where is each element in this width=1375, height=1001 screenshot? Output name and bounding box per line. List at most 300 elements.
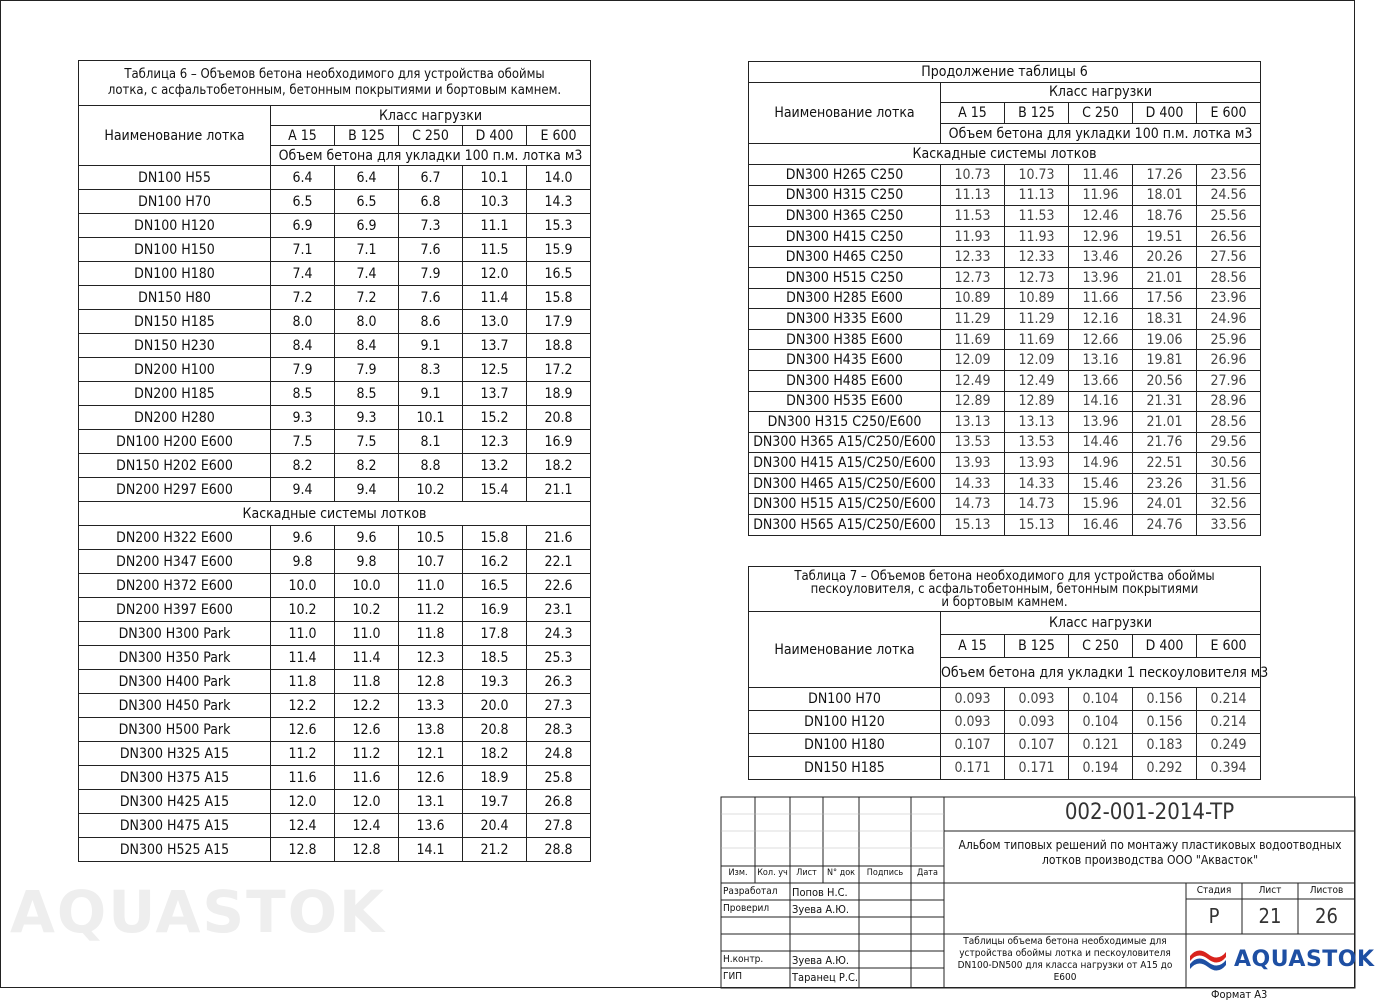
value-cell: 11.69	[1005, 329, 1069, 350]
value-cell: 12.73	[1005, 267, 1069, 288]
table-row	[749, 288, 1261, 309]
value-cell: 7.5	[271, 430, 335, 454]
row-name-cell: DN300 H425 A15	[79, 790, 271, 814]
row-name-cell: DN150 H202 E600	[79, 454, 271, 478]
gip-label: ГИП	[723, 971, 742, 982]
value-cell: 13.93	[1005, 453, 1069, 474]
value-cell: 10.73	[941, 164, 1005, 185]
value-cell: 0.107	[941, 734, 1005, 757]
table-6	[78, 60, 591, 862]
name-header: Наименование лотка	[79, 106, 271, 166]
value-cell: 9.6	[335, 526, 399, 550]
value-cell: 11.2	[335, 742, 399, 766]
table-row	[79, 214, 591, 238]
value-cell: 13.13	[1005, 412, 1069, 433]
value-cell: 14.33	[941, 473, 1005, 494]
value-cell: 14.16	[1069, 391, 1133, 412]
value-cell: 19.51	[1133, 226, 1197, 247]
value-cell: 8.1	[399, 430, 463, 454]
value-cell: 12.0	[335, 790, 399, 814]
value-cell: 18.01	[1133, 185, 1197, 206]
value-cell: 12.1	[399, 742, 463, 766]
table-row	[749, 370, 1261, 391]
value-cell: 21.31	[1133, 391, 1197, 412]
class-header: Класс нагрузки	[941, 612, 1261, 635]
value-cell: 9.1	[399, 334, 463, 358]
volume-header: Объем бетона для укладки 1 пескоуловителя м3	[941, 658, 1261, 688]
value-cell: 0.093	[941, 688, 1005, 711]
sheets-value: 26	[1315, 904, 1338, 928]
value-cell: 8.4	[271, 334, 335, 358]
value-cell: 13.13	[941, 412, 1005, 433]
value-cell: 12.6	[335, 718, 399, 742]
row-name-cell: DN200 H185	[79, 382, 271, 406]
value-cell: 18.9	[527, 382, 591, 406]
value-cell: 18.5	[463, 646, 527, 670]
value-cell: 12.2	[335, 694, 399, 718]
value-cell: 25.3	[527, 646, 591, 670]
value-cell: 0.104	[1069, 688, 1133, 711]
value-cell: 11.69	[941, 329, 1005, 350]
row-name-cell: DN300 H400 Park	[79, 670, 271, 694]
value-cell: 12.4	[335, 814, 399, 838]
row-name-cell: DN300 H385 E600	[749, 329, 941, 350]
class-b125: B 125	[1005, 635, 1069, 658]
table-row	[79, 526, 591, 550]
sheet-label: Лист	[1258, 885, 1282, 896]
value-cell: 11.5	[463, 238, 527, 262]
class-e600: E 600	[1197, 635, 1261, 658]
row-name-cell: DN300 H465 C250	[749, 247, 941, 268]
table-row	[749, 734, 1261, 757]
class-c250: C 250	[1069, 635, 1133, 658]
gip-name: Таранец Р.С.	[792, 971, 859, 984]
class-e600: E 600	[1197, 103, 1261, 124]
class-d400: D 400	[1133, 635, 1197, 658]
table-row	[749, 185, 1261, 206]
value-cell: 12.8	[271, 838, 335, 862]
value-cell: 0.214	[1197, 711, 1261, 734]
table-row	[79, 670, 591, 694]
table-row	[749, 309, 1261, 330]
table-row	[79, 742, 591, 766]
value-cell: 7.1	[335, 238, 399, 262]
value-cell: 9.3	[271, 406, 335, 430]
value-cell: 0.292	[1133, 757, 1197, 780]
value-cell: 31.56	[1197, 473, 1261, 494]
value-cell: 10.73	[1005, 164, 1069, 185]
class-d400: D 400	[1133, 103, 1197, 124]
row-name-cell: DN300 H485 E600	[749, 370, 941, 391]
row-name-cell: DN100 H150	[79, 238, 271, 262]
value-cell: 11.96	[1069, 185, 1133, 206]
row-name-cell: DN200 H280	[79, 406, 271, 430]
value-cell: 9.4	[335, 478, 399, 502]
value-cell: 6.9	[271, 214, 335, 238]
row-name-cell: DN300 H315 C250/E600	[749, 412, 941, 433]
value-cell: 12.0	[271, 790, 335, 814]
value-cell: 21.76	[1133, 432, 1197, 453]
table-row	[749, 329, 1261, 350]
value-cell: 0.183	[1133, 734, 1197, 757]
doc-code: 002-001-2014-TP	[1064, 800, 1235, 825]
value-cell: 12.8	[335, 838, 399, 862]
value-cell: 21.6	[527, 526, 591, 550]
value-cell: 7.4	[271, 262, 335, 286]
value-cell: 10.7	[399, 550, 463, 574]
value-cell: 10.0	[271, 574, 335, 598]
value-cell: 13.96	[1069, 412, 1133, 433]
value-cell: 0.394	[1197, 757, 1261, 780]
table-row	[79, 286, 591, 310]
table-7	[748, 566, 1269, 780]
value-cell: 7.1	[271, 238, 335, 262]
value-cell: 18.8	[527, 334, 591, 358]
value-cell: 6.4	[335, 166, 399, 190]
value-cell: 14.73	[1005, 494, 1069, 515]
value-cell: 20.8	[527, 406, 591, 430]
row-name-cell: DN200 H347 E600	[79, 550, 271, 574]
value-cell: 15.8	[463, 526, 527, 550]
value-cell: 12.49	[941, 370, 1005, 391]
value-cell: 11.1	[463, 214, 527, 238]
value-cell: 7.2	[271, 286, 335, 310]
row-name-cell: DN300 H265 C250	[749, 164, 941, 185]
value-cell: 7.6	[399, 286, 463, 310]
value-cell: 20.26	[1133, 247, 1197, 268]
value-cell: 23.56	[1197, 164, 1261, 185]
value-cell: 12.6	[271, 718, 335, 742]
table-row	[749, 391, 1261, 412]
table-row	[749, 494, 1261, 515]
row-name-cell: DN300 H435 E600	[749, 350, 941, 371]
row-name-cell: DN200 H322 E600	[79, 526, 271, 550]
value-cell: 25.8	[527, 766, 591, 790]
table-row	[79, 190, 591, 214]
value-cell: 11.46	[1069, 164, 1133, 185]
row-name-cell: DN300 H450 Park	[79, 694, 271, 718]
norm-label: Н.контр.	[723, 954, 764, 965]
table-row	[79, 814, 591, 838]
row-name-cell: DN300 H500 Park	[79, 718, 271, 742]
value-cell: 13.53	[1005, 432, 1069, 453]
table-6-continuation	[748, 61, 1261, 536]
value-cell: 7.5	[335, 430, 399, 454]
table-row	[79, 334, 591, 358]
value-cell: 24.76	[1133, 515, 1197, 536]
cascade-header: Каскадные системы лотков	[749, 144, 1261, 165]
row-name-cell: DN150 H230	[79, 334, 271, 358]
value-cell: 11.93	[1005, 226, 1069, 247]
row-name-cell: DN300 H285 E600	[749, 288, 941, 309]
row-name-cell: DN200 H372 E600	[79, 574, 271, 598]
col-izm: Изм.	[728, 868, 748, 878]
value-cell: 21.1	[527, 478, 591, 502]
value-cell: 11.13	[941, 185, 1005, 206]
value-cell: 7.9	[399, 262, 463, 286]
value-cell: 23.26	[1133, 473, 1197, 494]
row-name-cell: DN300 H415 C250	[749, 226, 941, 247]
value-cell: 13.66	[1069, 370, 1133, 391]
table-row	[749, 206, 1261, 227]
table-row	[79, 838, 591, 862]
value-cell: 20.4	[463, 814, 527, 838]
value-cell: 16.5	[527, 262, 591, 286]
value-cell: 24.56	[1197, 185, 1261, 206]
value-cell: 13.7	[463, 334, 527, 358]
value-cell: 10.1	[463, 166, 527, 190]
value-cell: 17.56	[1133, 288, 1197, 309]
row-name-cell: DN100 H70	[79, 190, 271, 214]
row-name-cell: DN100 H180	[79, 262, 271, 286]
value-cell: 9.3	[335, 406, 399, 430]
value-cell: 10.89	[1005, 288, 1069, 309]
value-cell: 15.3	[527, 214, 591, 238]
value-cell: 8.2	[335, 454, 399, 478]
value-cell: 8.5	[271, 382, 335, 406]
table-row	[749, 473, 1261, 494]
class-a15: A 15	[941, 103, 1005, 124]
checked-name: Зуева А.Ю.	[792, 903, 850, 916]
value-cell: 19.81	[1133, 350, 1197, 371]
value-cell: 30.56	[1197, 453, 1261, 474]
table-row	[749, 412, 1261, 433]
value-cell: 0.093	[941, 711, 1005, 734]
value-cell: 11.8	[271, 670, 335, 694]
col-doc: N° док	[826, 868, 856, 878]
row-name-cell: DN300 H415 A15/C250/E600	[749, 453, 941, 474]
table-6-caption: Таблица 6 – Объемов бетона необходимого для устройства обоймы лотка, с асфальтобетонным, бетонным покрытиями и бортовым камнем.	[79, 61, 591, 106]
stage-value: Р	[1208, 904, 1220, 928]
col-list: Лист	[796, 868, 817, 878]
value-cell: 18.31	[1133, 309, 1197, 330]
value-cell: 27.3	[527, 694, 591, 718]
value-cell: 18.2	[527, 454, 591, 478]
value-cell: 8.5	[335, 382, 399, 406]
value-cell: 10.2	[335, 598, 399, 622]
value-cell: 29.56	[1197, 432, 1261, 453]
table-row	[79, 550, 591, 574]
value-cell: 11.0	[399, 574, 463, 598]
value-cell: 27.8	[527, 814, 591, 838]
value-cell: 11.2	[399, 598, 463, 622]
table-7-caption: Таблица 7 – Объемов бетона необходимого для устройства обоймы пескоуловителя, с асфальтобетонным, бетонным покрытиями и бортовым камнем.	[749, 567, 1261, 612]
value-cell: 7.3	[399, 214, 463, 238]
developed-name: Попов Н.С.	[792, 886, 848, 899]
value-cell: 18.76	[1133, 206, 1197, 227]
value-cell: 12.89	[941, 391, 1005, 412]
value-cell: 6.9	[335, 214, 399, 238]
norm-name: Зуева А.Ю.	[792, 954, 850, 967]
row-name-cell: DN150 H80	[79, 286, 271, 310]
value-cell: 11.4	[271, 646, 335, 670]
value-cell: 16.5	[463, 574, 527, 598]
value-cell: 12.89	[1005, 391, 1069, 412]
value-cell: 7.2	[335, 286, 399, 310]
row-name-cell: DN100 H180	[749, 734, 941, 757]
value-cell: 12.3	[399, 646, 463, 670]
value-cell: 12.33	[1005, 247, 1069, 268]
row-name-cell: DN300 H325 A15	[79, 742, 271, 766]
table-row	[79, 574, 591, 598]
row-name-cell: DN300 H335 E600	[749, 309, 941, 330]
value-cell: 19.06	[1133, 329, 1197, 350]
value-cell: 27.56	[1197, 247, 1261, 268]
value-cell: 25.96	[1197, 329, 1261, 350]
col-date: Дата	[917, 868, 938, 878]
value-cell: 25.56	[1197, 206, 1261, 227]
value-cell: 10.89	[941, 288, 1005, 309]
value-cell: 12.09	[941, 350, 1005, 371]
value-cell: 14.33	[1005, 473, 1069, 494]
row-name-cell: DN300 H515 A15/C250/E600	[749, 494, 941, 515]
table-row	[79, 598, 591, 622]
value-cell: 9.4	[271, 478, 335, 502]
value-cell: 9.8	[335, 550, 399, 574]
class-header: Класс нагрузки	[271, 106, 591, 126]
value-cell: 11.4	[335, 646, 399, 670]
table-row	[79, 766, 591, 790]
col-sign: Подпись	[866, 868, 904, 878]
value-cell: 0.214	[1197, 688, 1261, 711]
value-cell: 6.8	[399, 190, 463, 214]
sheet-description: Таблицы объема бетона необходимые для устройства обоймы лотка и пескоуловителя DN100-DN500 для класса нагрузки от A15 до E600	[957, 936, 1173, 983]
value-cell: 17.26	[1133, 164, 1197, 185]
value-cell: 14.1	[399, 838, 463, 862]
value-cell: 10.2	[399, 478, 463, 502]
watermark-logo: AQUASTOK	[10, 878, 386, 946]
value-cell: 0.194	[1069, 757, 1133, 780]
value-cell: 13.16	[1069, 350, 1133, 371]
value-cell: 13.46	[1069, 247, 1133, 268]
value-cell: 11.93	[941, 226, 1005, 247]
value-cell: 11.0	[271, 622, 335, 646]
value-cell: 12.8	[399, 670, 463, 694]
value-cell: 0.093	[1005, 688, 1069, 711]
row-name-cell: DN300 H350 Park	[79, 646, 271, 670]
value-cell: 7.4	[335, 262, 399, 286]
value-cell: 23.1	[527, 598, 591, 622]
table-row	[749, 164, 1261, 185]
value-cell: 20.0	[463, 694, 527, 718]
value-cell: 11.66	[1069, 288, 1133, 309]
value-cell: 22.6	[527, 574, 591, 598]
class-d400: D 400	[463, 126, 527, 146]
table-row	[79, 238, 591, 262]
value-cell: 13.1	[399, 790, 463, 814]
value-cell: 15.4	[463, 478, 527, 502]
value-cell: 6.4	[271, 166, 335, 190]
value-cell: 18.2	[463, 742, 527, 766]
value-cell: 0.121	[1069, 734, 1133, 757]
value-cell: 8.3	[399, 358, 463, 382]
value-cell: 11.8	[399, 622, 463, 646]
table-row	[749, 247, 1261, 268]
value-cell: 0.156	[1133, 688, 1197, 711]
value-cell: 10.0	[335, 574, 399, 598]
class-b125: B 125	[335, 126, 399, 146]
table-row	[79, 454, 591, 478]
wave-logo-icon	[1188, 944, 1228, 974]
table-row	[749, 711, 1261, 734]
value-cell: 24.8	[527, 742, 591, 766]
value-cell: 0.104	[1069, 711, 1133, 734]
value-cell: 12.66	[1069, 329, 1133, 350]
value-cell: 14.0	[527, 166, 591, 190]
value-cell: 13.93	[941, 453, 1005, 474]
value-cell: 6.7	[399, 166, 463, 190]
table-row	[79, 382, 591, 406]
value-cell: 28.56	[1197, 412, 1261, 433]
value-cell: 26.96	[1197, 350, 1261, 371]
class-a15: A 15	[941, 635, 1005, 658]
value-cell: 13.96	[1069, 267, 1133, 288]
table-row	[79, 262, 591, 286]
row-name-cell: DN300 H565 A15/C250/E600	[749, 515, 941, 536]
row-name-cell: DN100 H55	[79, 166, 271, 190]
value-cell: 10.5	[399, 526, 463, 550]
row-name-cell: DN300 H525 A15	[79, 838, 271, 862]
value-cell: 23.96	[1197, 288, 1261, 309]
row-name-cell: DN300 H465 A15/C250/E600	[749, 473, 941, 494]
table-row	[749, 432, 1261, 453]
value-cell: 11.29	[941, 309, 1005, 330]
value-cell: 12.4	[271, 814, 335, 838]
value-cell: 12.2	[271, 694, 335, 718]
value-cell: 0.249	[1197, 734, 1261, 757]
row-name-cell: DN200 H397 E600	[79, 598, 271, 622]
value-cell: 16.46	[1069, 515, 1133, 536]
value-cell: 17.9	[527, 310, 591, 334]
value-cell: 33.56	[1197, 515, 1261, 536]
table-row	[749, 515, 1261, 536]
value-cell: 0.171	[1005, 757, 1069, 780]
value-cell: 12.3	[463, 430, 527, 454]
value-cell: 11.6	[271, 766, 335, 790]
value-cell: 10.1	[399, 406, 463, 430]
row-name-cell: DN300 H365 A15/C250/E600	[749, 432, 941, 453]
value-cell: 6.5	[335, 190, 399, 214]
value-cell: 11.0	[335, 622, 399, 646]
table-row	[79, 430, 591, 454]
value-cell: 12.49	[1005, 370, 1069, 391]
value-cell: 10.2	[271, 598, 335, 622]
value-cell: 13.2	[463, 454, 527, 478]
developed-label: Разработал	[723, 886, 778, 897]
value-cell: 11.2	[271, 742, 335, 766]
value-cell: 21.2	[463, 838, 527, 862]
value-cell: 17.2	[527, 358, 591, 382]
value-cell: 20.8	[463, 718, 527, 742]
value-cell: 12.96	[1069, 226, 1133, 247]
value-cell: 15.96	[1069, 494, 1133, 515]
table-row	[79, 790, 591, 814]
value-cell: 19.3	[463, 670, 527, 694]
row-name-cell: DN100 H120	[79, 214, 271, 238]
value-cell: 24.01	[1133, 494, 1197, 515]
sheets-label: Листов	[1309, 885, 1344, 896]
table-row	[749, 350, 1261, 371]
value-cell: 11.4	[463, 286, 527, 310]
value-cell: 15.2	[463, 406, 527, 430]
row-name-cell: DN100 H120	[749, 711, 941, 734]
value-cell: 16.9	[527, 430, 591, 454]
table-row	[749, 226, 1261, 247]
value-cell: 12.46	[1069, 206, 1133, 227]
value-cell: 15.13	[941, 515, 1005, 536]
value-cell: 26.3	[527, 670, 591, 694]
value-cell: 12.33	[941, 247, 1005, 268]
